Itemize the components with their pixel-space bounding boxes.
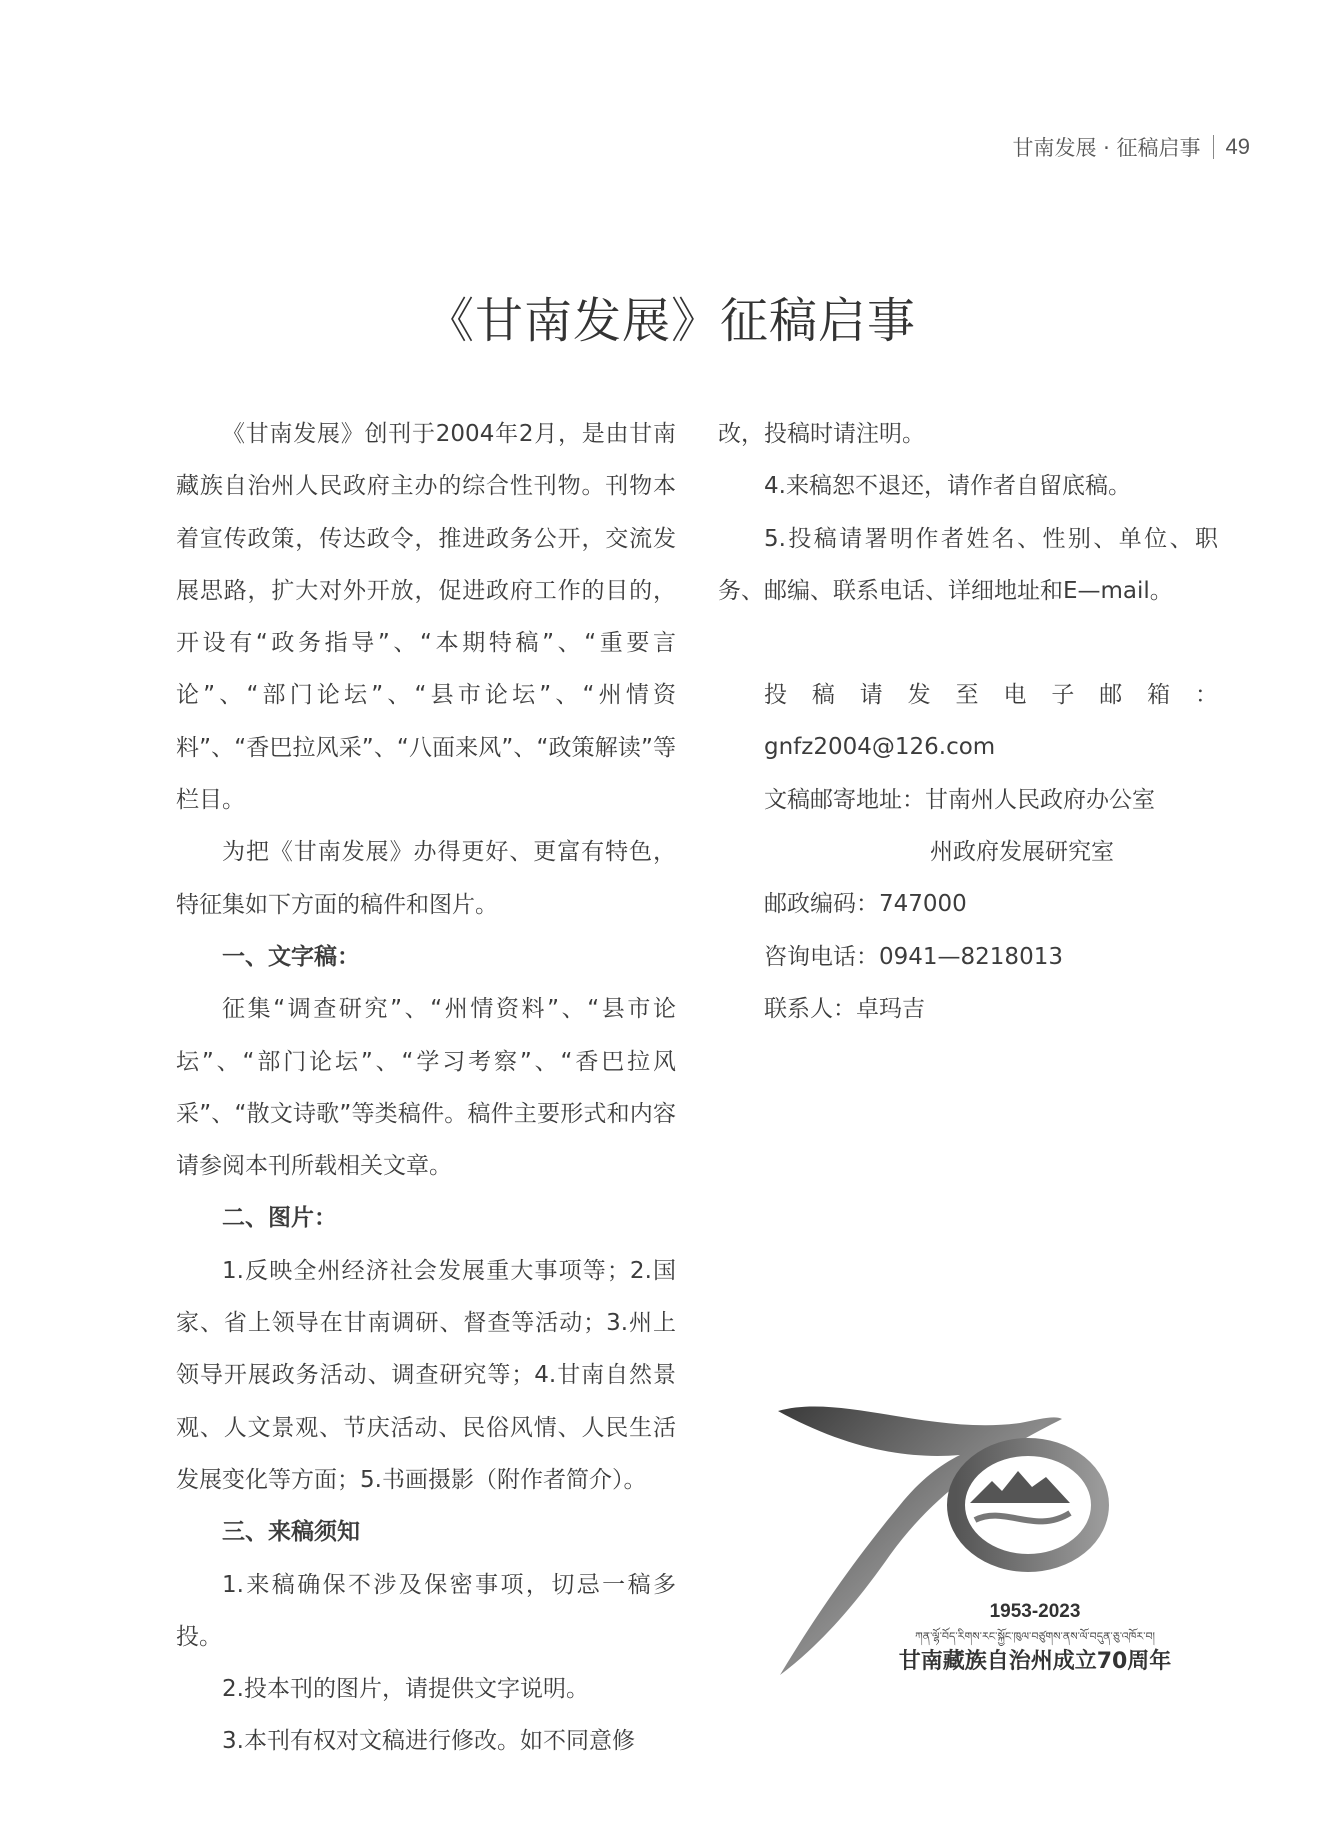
rule-3-part1: 3.本刊有权对文稿进行修改。如不同意修 (222, 1728, 635, 1755)
mountain-shape (970, 1471, 1070, 1503)
rule-3-part2: 改，投稿时请注明。 (718, 421, 925, 447)
header-section: 甘南发展 · 征稿启事 (1012, 136, 1201, 160)
anniversary-logo (770, 1385, 1225, 1685)
rule-5: 5.投稿请署明作者姓名、性别、单位、职务、邮编、联系电话、详细地址和E—mail。 (718, 525, 1218, 604)
section-heading-text: 一、文字稿： (222, 943, 360, 970)
river-shape (975, 1513, 1070, 1521)
running-header (1012, 132, 1250, 162)
purpose-paragraph: 为把《甘南发展》办得更好、更富有特色，特征集如下方面的稿件和图片。 (176, 839, 676, 918)
logo-years: 1953-2023 (989, 1601, 1081, 1622)
section-heading-rules: 三、来稿须知 (222, 1519, 360, 1546)
address-line-2: 州政府发展研究室 (930, 839, 1114, 866)
spacer (718, 617, 1218, 669)
anniversary-emblem (770, 1385, 1225, 1685)
phone-line: 咨询电话：0941—8218013 (764, 943, 1063, 970)
page-number: 49 (1225, 134, 1250, 159)
right-column (718, 408, 1218, 1035)
rule-1: 1.来稿确保不涉及保密事项，切忌一稿多投。 (176, 1571, 676, 1650)
rule-4: 4.来稿恕不退还，请作者自留底稿。 (764, 473, 1131, 500)
logo-chinese: 甘南藏族自治州成立70周年 (898, 1649, 1172, 1674)
section-images-body: 1.反映全州经济社会发展重大事项等；2.国家、省上领导在甘南调研、督查等活动；3.州上领导开展政务活动、调查研究等；4.甘南自然景观、人文景观、节庆活动、民俗风情、人民生活发展变化等方面；5.书画摄影（附作者简介）。 (176, 1257, 676, 1493)
section-heading-images: 二、图片： (222, 1205, 337, 1232)
logo-tibetan: ཀན་ལྷོ་བོད་རིགས་རང་སྐྱོང་ཁུལ་བཙུགས་ནས་ལོ་བདུན་ཅུ་འཁོར་བ། (914, 1630, 1156, 1643)
header-divider (1213, 135, 1214, 159)
left-column (176, 408, 676, 1768)
page-title: 《甘南发展》征稿启事 (425, 293, 916, 349)
postcode-line: 邮政编码：747000 (764, 891, 967, 918)
contact-line: 联系人：卓玛吉 (764, 995, 925, 1022)
address-line-1: 文稿邮寄地址：甘南州人民政府办公室 (764, 786, 1155, 813)
section-text-body: 征集“调查研究”、“州情资料”、“县市论坛”、“部门论坛”、“学习考察”、“香巴拉风采”、“散文诗歌”等类稿件。稿件主要形式和内容请参阅本刊所载相关文章。 (176, 996, 676, 1180)
zero-ring-shape (956, 1447, 1100, 1563)
email-line: 投稿请发至电子邮箱：gnfz2004@126.com (764, 682, 1218, 761)
rule-2: 2.投本刊的图片，请提供文字说明。 (222, 1676, 589, 1703)
intro-paragraph: 《甘南发展》创刊于2004年2月，是由甘南藏族自治州人民政府主办的综合性刊物。刊物本着宣传政策，传达政令，推进政务公开，交流发展思路，扩大对外开放，促进政府工作的目的，开设有“政务指导”、“本期特稿”、“重要言论”、“部门论坛”、“县市论坛”、“州情资料”、“香巴拉风采”、“八面来风”、“政策解读”等栏目。 (176, 421, 676, 814)
